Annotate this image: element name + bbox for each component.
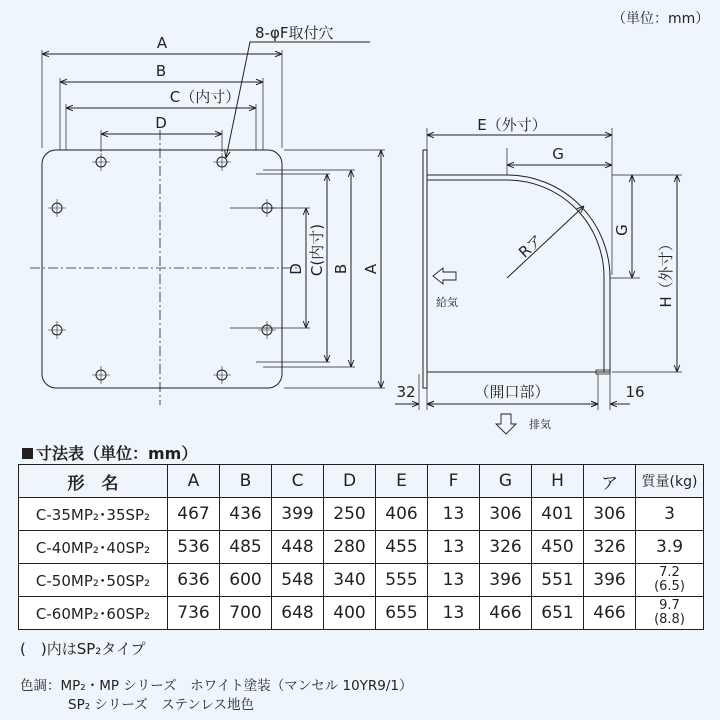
cell-C: 399 xyxy=(272,498,324,531)
table-row xyxy=(19,597,704,630)
cell-H: 651 xyxy=(532,597,584,630)
table-row xyxy=(19,531,704,564)
label-opening: （開口部） xyxy=(474,383,550,401)
cell-F: 13 xyxy=(428,564,480,597)
cell-B: 600 xyxy=(220,564,272,597)
cell-F: 13 xyxy=(428,597,480,630)
cell-G: 306 xyxy=(480,498,532,531)
cell-mass xyxy=(636,597,704,630)
cell-E: 555 xyxy=(376,564,428,597)
cell-G: 326 xyxy=(480,531,532,564)
label-32: 32 xyxy=(396,383,416,401)
label-H: H（外寸） xyxy=(657,236,675,308)
cell-C: 648 xyxy=(272,597,324,630)
header-F: F xyxy=(428,465,480,498)
cell-H: 551 xyxy=(532,564,584,597)
cell-R: 396 xyxy=(584,564,636,597)
label-radius: Rア xyxy=(515,231,547,262)
cell-R: 466 xyxy=(584,597,636,630)
header-R: ア xyxy=(584,465,636,498)
cell-A: 736 xyxy=(168,597,220,630)
radius-arrow xyxy=(507,206,584,278)
cell-A: 536 xyxy=(168,531,220,564)
cell-model: C-40MP₂･40SP₂ xyxy=(19,531,168,564)
color-note-line1: 色調：MP₂・MP シリーズ ホワイト塗装（マンセル 10YR9/1） xyxy=(20,678,413,694)
front-plate xyxy=(42,150,282,388)
label-G-h: G xyxy=(552,145,564,163)
cell-model: C-60MP₂･60SP₂ xyxy=(19,597,168,630)
supply-arrow-icon xyxy=(433,268,456,284)
cell-E: 455 xyxy=(376,531,428,564)
dimension-table xyxy=(18,464,704,630)
label-A: A xyxy=(156,34,168,52)
cell-G: 396 xyxy=(480,564,532,597)
label-G-v: G xyxy=(613,224,631,236)
mass-value: 7.2 xyxy=(659,565,680,580)
label-B: B xyxy=(155,62,167,80)
label-vA: A xyxy=(362,263,380,275)
color-note-line2: SP₂ シリーズ ステンレス地色 xyxy=(68,697,255,713)
cell-B: 485 xyxy=(220,531,272,564)
cell-D: 340 xyxy=(324,564,376,597)
label-vD: D xyxy=(287,263,305,275)
side-plate xyxy=(423,150,427,388)
exhaust-arrow-icon xyxy=(496,414,516,434)
header-G: G xyxy=(480,465,532,498)
header-model: 形 名 xyxy=(19,465,168,498)
label-vC: C(内寸) xyxy=(308,223,326,277)
mass-sp2-value: (8.8) xyxy=(654,612,685,627)
label-16: 16 xyxy=(625,383,645,401)
square-bullet-icon xyxy=(22,448,33,459)
unit-note: （単位：mm） xyxy=(612,11,710,27)
cell-model: C-35MP₂･35SP₂ xyxy=(19,498,168,531)
header-D: D xyxy=(324,465,376,498)
label-C: C（内寸） xyxy=(169,88,241,106)
label-D: D xyxy=(155,114,167,132)
cell-C: 448 xyxy=(272,531,324,564)
table-title-text: 寸法表（単位：mm） xyxy=(36,444,198,463)
cell-D: 280 xyxy=(324,531,376,564)
cell-mass: 3 xyxy=(636,498,704,531)
cell-E: 406 xyxy=(376,498,428,531)
cell-A: 467 xyxy=(168,498,220,531)
cell-mass: 3.9 xyxy=(636,531,704,564)
header-E: E xyxy=(376,465,428,498)
hole-leader xyxy=(226,42,370,158)
header-H: H xyxy=(532,465,584,498)
label-supply: 給気 xyxy=(436,296,458,309)
mounting-holes xyxy=(48,153,276,384)
cell-B: 700 xyxy=(220,597,272,630)
header-B: B xyxy=(220,465,272,498)
header-mass: 質量(kg) xyxy=(636,465,704,498)
cell-H: 450 xyxy=(532,531,584,564)
mass-sp2-value: (6.5) xyxy=(654,579,685,594)
cell-D: 400 xyxy=(324,597,376,630)
table-title xyxy=(22,441,197,464)
cell-D: 250 xyxy=(324,498,376,531)
cell-R: 326 xyxy=(584,531,636,564)
header-C: C xyxy=(272,465,324,498)
cell-model: C-50MP₂･50SP₂ xyxy=(19,564,168,597)
cell-G: 466 xyxy=(480,597,532,630)
cell-C: 548 xyxy=(272,564,324,597)
hood-outer xyxy=(427,175,610,372)
cell-F: 13 xyxy=(428,531,480,564)
color-note xyxy=(20,677,413,715)
sp2-note: ( )内はSP₂タイプ xyxy=(20,640,146,658)
label-vB: B xyxy=(332,263,350,275)
mass-value: 9.7 xyxy=(659,598,680,613)
cell-H: 401 xyxy=(532,498,584,531)
cell-B: 436 xyxy=(220,498,272,531)
cell-E: 655 xyxy=(376,597,428,630)
header-A: A xyxy=(168,465,220,498)
cell-R: 306 xyxy=(584,498,636,531)
table-row xyxy=(19,564,704,597)
table-header-row xyxy=(19,465,704,498)
cell-mass xyxy=(636,564,704,597)
hood-inner xyxy=(427,180,604,372)
table-row xyxy=(19,498,704,531)
cell-A: 636 xyxy=(168,564,220,597)
label-exhaust: 排気 xyxy=(529,418,551,431)
label-E: E（外寸） xyxy=(477,116,547,134)
cell-F: 13 xyxy=(428,498,480,531)
hole-label: 8-φF取付穴 xyxy=(255,24,334,42)
